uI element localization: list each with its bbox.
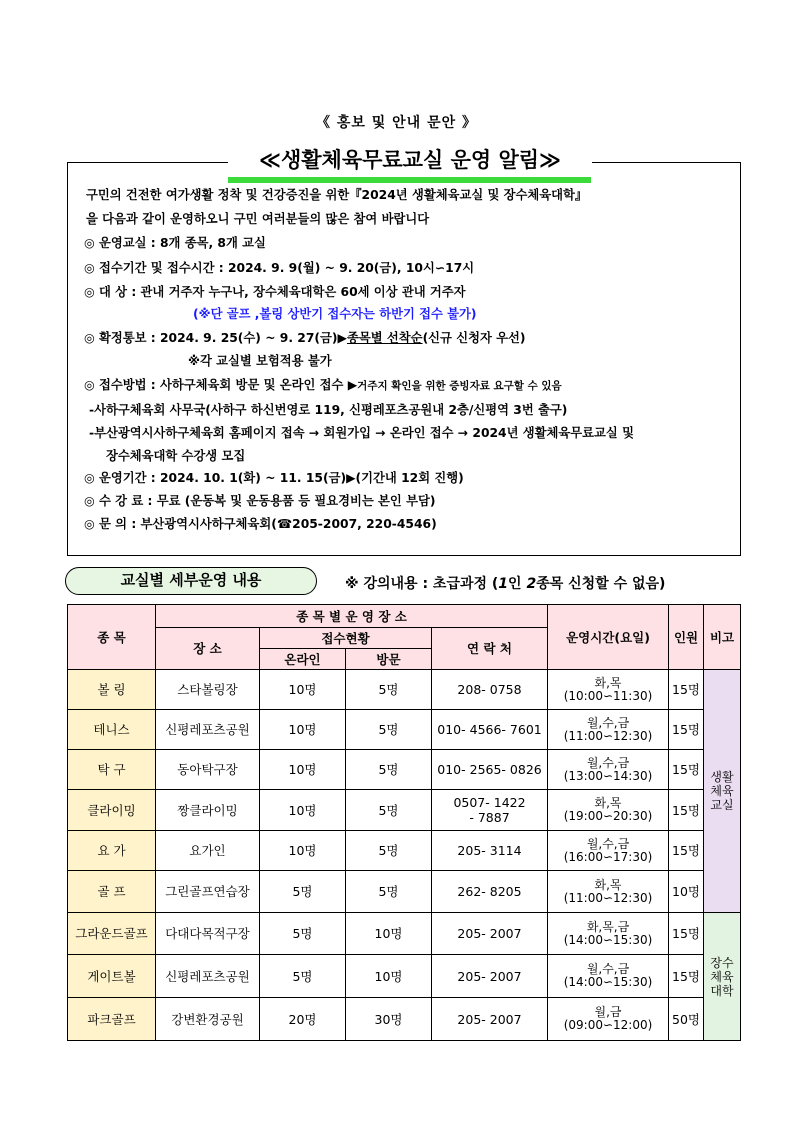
time-hours: (11:00∽12:30)	[563, 728, 653, 743]
notice-online-line1: -부산광역시사하구체육회 홈페이지 접속 → 회원가입 → 온라인 접수 → 2024년 생활체육무료교실 및	[89, 426, 634, 440]
online-count-cell: 10명	[260, 790, 346, 831]
header-reception: 접수현황	[260, 628, 432, 649]
time-hours: (19:00∽20:30)	[563, 809, 653, 823]
time-cell	[548, 710, 669, 750]
visit-count-cell: 10명	[346, 955, 432, 998]
table-row	[68, 998, 741, 1041]
visit-count-cell: 5명	[346, 871, 432, 913]
notice-target-note: (※단 골프 ,볼링 상반기 접수자는 하반기 접수 불가)	[193, 307, 477, 321]
time-days: 화,목	[594, 796, 622, 810]
time-cell	[548, 871, 669, 913]
notice-contact: ◎ 문 의 : 부산광역시사하구체육회(☎205-2007, 220-4546)	[84, 517, 437, 531]
online-count-cell: 5명	[260, 913, 346, 955]
online-count-cell: 10명	[260, 750, 346, 790]
header-note: 비고	[704, 605, 741, 670]
event-cell: 골 프	[68, 871, 156, 913]
event-cell: 그라운드골프	[68, 913, 156, 955]
notice-office: -사하구체육회 사무국(사하구 하신번영로 119, 신평레포츠공원내 2층/신평역 3번 출구)	[89, 403, 568, 417]
table-row	[68, 955, 741, 998]
notice-period: ◎ 접수기간 및 접수시간 : 2024. 9. 9(월) ~ 9. 20(금), 10시∽17시	[84, 261, 475, 275]
online-count-cell: 10명	[260, 670, 346, 710]
table-row	[68, 670, 741, 710]
time-cell	[548, 670, 669, 710]
capacity-cell: 10명	[669, 871, 704, 913]
capacity-cell: 15명	[669, 670, 704, 710]
phone-cell: 205- 2007	[432, 998, 548, 1041]
header-venue-group: 종 목 별 운 영 장 소	[156, 605, 548, 628]
online-count-cell: 10명	[260, 710, 346, 750]
header-online: 온라인	[260, 649, 346, 670]
header-event: 종 목	[68, 605, 156, 670]
capacity-cell: 50명	[669, 998, 704, 1041]
schedule-table	[67, 604, 741, 1041]
time-hours: (16:00∽17:30)	[563, 849, 653, 864]
place-cell: 그린골프연습장	[156, 871, 260, 913]
phone-cell: 205- 2007	[432, 913, 548, 955]
phone-cell: 208- 0758	[432, 670, 548, 710]
note-group-senior-college: 장수 체육 대학	[704, 913, 741, 1041]
phone-cell: 205- 2007	[432, 955, 548, 998]
time-hours: (11:00∽12:30)	[563, 890, 653, 905]
notice-confirm: ◎ 확정통보 : 2024. 9. 25(수) ~ 9. 27(금)▶종목별 선착순(신규 신청자 우선)	[84, 331, 526, 345]
time-hours: (10:00∽11:30)	[563, 688, 653, 703]
phone-cell: 010- 2565- 0826	[432, 750, 548, 790]
notice-intro-line2: 을 다음과 같이 운영하오니 구민 여러분들의 많은 참여 바랍니다	[86, 212, 430, 226]
visit-count-cell: 10명	[346, 913, 432, 955]
time-hours: (09:00∽12:00)	[563, 1018, 653, 1032]
time-days: 월,수,금	[586, 755, 630, 770]
capacity-cell: 15명	[669, 913, 704, 955]
event-cell: 탁 구	[68, 750, 156, 790]
time-days: 월,수,금	[586, 836, 630, 851]
place-cell: 요가인	[156, 831, 260, 871]
time-cell	[548, 955, 669, 998]
visit-count-cell: 5명	[346, 790, 432, 831]
notice-target: ◎ 대 상 : 관내 거주자 누구나, 장수체육대학은 60세 이상 관내 거주자	[84, 285, 466, 299]
time-hours: (14:00∽15:30)	[563, 932, 653, 947]
visit-count-cell: 5명	[346, 750, 432, 790]
notice-insurance: ※각 교실별 보험적용 불가	[188, 354, 332, 368]
visit-count-cell: 30명	[346, 998, 432, 1041]
event-cell: 게이트볼	[68, 955, 156, 998]
phone-cell: 262- 8205	[432, 871, 548, 913]
capacity-cell: 15명	[669, 710, 704, 750]
visit-count-cell: 5명	[346, 831, 432, 871]
online-count-cell: 5명	[260, 955, 346, 998]
header-visit: 방문	[346, 649, 432, 670]
time-hours: (13:00∽14:30)	[563, 768, 653, 783]
header-place: 장 소	[156, 628, 260, 670]
place-cell: 강변환경공원	[156, 998, 260, 1041]
place-cell: 동아탁구장	[156, 750, 260, 790]
visit-count-cell: 5명	[346, 670, 432, 710]
table-row	[68, 790, 741, 831]
capacity-cell: 15명	[669, 831, 704, 871]
phone-cell: 0507- 1422 - 7887	[432, 790, 548, 831]
table-row	[68, 831, 741, 871]
time-days: 월,수,금	[586, 962, 630, 976]
time-cell	[548, 750, 669, 790]
event-cell: 파크골프	[68, 998, 156, 1041]
notice-classes: ◎ 운영교실 : 8개 종목, 8개 교실	[84, 236, 266, 250]
online-count-cell: 20명	[260, 998, 346, 1041]
table-row	[68, 750, 741, 790]
time-cell	[548, 913, 669, 955]
header-capacity: 인원	[669, 605, 704, 670]
header-time: 운영시간(요일)	[548, 605, 669, 670]
note-group-life-sports: 생활 체육 교실	[704, 670, 741, 913]
notice-method: ◎ 접수방법 : 사하구체육회 방문 및 온라인 접수 ▶거주지 확인을 위한 증빙자료 요구할 수 있음	[84, 378, 562, 392]
time-cell	[548, 831, 669, 871]
phone-cell: 010- 4566- 7601	[432, 710, 548, 750]
table-row	[68, 913, 741, 955]
time-days: 월,금	[594, 1005, 622, 1019]
time-days: 화,목	[594, 675, 622, 690]
notice-online-line2: 장수체육대학 수강생 모집	[106, 449, 246, 463]
notice-title: ≪생활체육무료교실 운영 알림≫	[228, 146, 592, 174]
section-title: 교실별 세부운영 내용	[65, 567, 317, 595]
place-cell: 짱클라이밍	[156, 790, 260, 831]
time-days: 화,목	[594, 877, 622, 892]
table-row	[68, 710, 741, 750]
event-cell: 클라이밍	[68, 790, 156, 831]
place-cell: 신평레포츠공원	[156, 710, 260, 750]
title-highlight	[228, 177, 591, 183]
page-header: 《 홍보 및 안내 문안 》	[315, 115, 478, 131]
event-cell: 테니스	[68, 710, 156, 750]
notice-op-period: ◎ 운영기간 : 2024. 10. 1(화) ~ 11. 15(금)▶(기간내 12회 진행)	[84, 471, 464, 485]
capacity-cell: 15명	[669, 790, 704, 831]
online-count-cell: 5명	[260, 871, 346, 913]
event-cell: 요 가	[68, 831, 156, 871]
time-days: 월,수,금	[586, 715, 630, 730]
visit-count-cell: 5명	[346, 710, 432, 750]
section-note: ※ 강의내용 : 초급과정 (1인 2종목 신청할 수 없음)	[345, 576, 666, 592]
table-row	[68, 871, 741, 913]
place-cell: 신평레포츠공원	[156, 955, 260, 998]
place-cell: 스타볼링장	[156, 670, 260, 710]
phone-cell: 205- 3114	[432, 831, 548, 871]
capacity-cell: 15명	[669, 955, 704, 998]
time-cell	[548, 998, 669, 1041]
notice-fee: ◎ 수 강 료 : 무료 (운동복 및 운동용품 등 필요경비는 본인 부담)	[84, 494, 436, 508]
header-phone: 연 락 처	[432, 628, 548, 670]
event-cell: 볼 링	[68, 670, 156, 710]
time-hours: (14:00∽15:30)	[563, 975, 653, 989]
time-cell	[548, 790, 669, 831]
capacity-cell: 15명	[669, 750, 704, 790]
time-days: 화,목,금	[586, 919, 630, 934]
online-count-cell: 10명	[260, 831, 346, 871]
place-cell: 다대다목적구장	[156, 913, 260, 955]
notice-intro-line1: 구민의 건전한 여가생활 정착 및 건강증진을 위한『2024년 생활체육교실 및 장수체육대학』	[86, 188, 588, 202]
